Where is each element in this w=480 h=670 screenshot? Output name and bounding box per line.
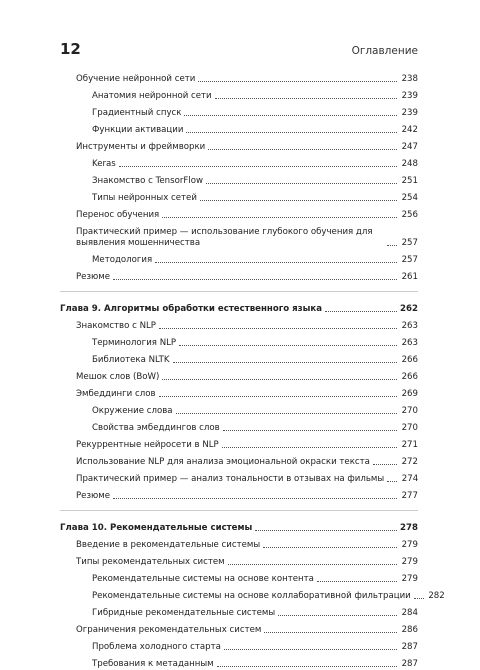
- toc-entry[interactable]: [60, 338, 418, 349]
- toc-entry[interactable]: [60, 372, 418, 383]
- toc-entry-page: 266: [401, 355, 418, 365]
- toc-entry[interactable]: [60, 608, 418, 619]
- toc-entry-page: 261: [401, 272, 418, 282]
- toc-leader-dots: [264, 632, 397, 633]
- toc-leader-dots: [317, 581, 397, 582]
- toc-entry-title: Окружение слова: [92, 406, 173, 416]
- toc-leader-dots: [155, 262, 397, 263]
- toc-entry-page: 257: [401, 255, 418, 265]
- toc-entry-title: Перенос обучения: [76, 210, 160, 220]
- toc-leader-dots: [200, 200, 397, 201]
- toc-entry-title: Типы нейронных сетей: [92, 193, 197, 203]
- toc-leader-dots: [186, 132, 397, 133]
- toc-entry-title: Резюме: [76, 491, 111, 501]
- toc-entry[interactable]: [60, 457, 418, 468]
- toc-entry-page: 272: [401, 457, 418, 467]
- toc-entry-title: Градиентный спуск: [92, 108, 182, 118]
- toc-entry[interactable]: [60, 142, 418, 153]
- toc-entry[interactable]: [60, 227, 418, 249]
- toc-entry-page: 282: [428, 591, 445, 601]
- toc-entry[interactable]: [60, 659, 418, 670]
- toc-chapter-entry[interactable]: [60, 304, 418, 315]
- toc-leader-dots: [263, 547, 397, 548]
- toc-entry-page: 279: [401, 557, 418, 567]
- toc-entry-page: 242: [401, 125, 418, 135]
- toc-leader-dots: [387, 481, 397, 482]
- running-title: Оглавление: [351, 45, 418, 57]
- toc-entry[interactable]: [60, 440, 418, 451]
- toc-leader-dots: [162, 379, 397, 380]
- toc-leader-dots: [113, 498, 397, 499]
- toc-entry-title: Рекуррентные нейросети в NLP: [76, 440, 219, 450]
- toc-entry[interactable]: [60, 210, 418, 221]
- toc-entry-title: Обучение нейронной сети: [76, 74, 196, 84]
- toc-chapter-entry[interactable]: [60, 523, 418, 534]
- toc-entry-page: 251: [401, 176, 418, 186]
- toc-entry[interactable]: [60, 474, 418, 485]
- toc-entry[interactable]: [60, 389, 418, 400]
- toc-leader-dots: [176, 413, 397, 414]
- toc-leader-dots: [325, 311, 397, 312]
- toc-entry-title: Методология: [92, 255, 153, 265]
- page-number: 12: [60, 40, 81, 58]
- toc-entry[interactable]: [60, 193, 418, 204]
- toc-entry-page: 254: [401, 193, 418, 203]
- toc-entry-title: Инструменты и фреймворки: [76, 142, 206, 152]
- toc-entry[interactable]: [60, 91, 418, 102]
- toc-entry[interactable]: [60, 74, 418, 85]
- toc-entry-title: Анатомия нейронной сети: [92, 91, 212, 101]
- toc-leader-dots: [208, 149, 397, 150]
- toc-entry-title: Рекомендательные системы на основе коллаборативной фильтрации: [92, 591, 411, 601]
- toc-leader-dots: [414, 598, 424, 599]
- page-header: [60, 40, 418, 58]
- toc-entry-title: Практический пример — анализ тональности в отзывах на фильмы: [76, 474, 385, 484]
- toc-leader-dots: [228, 564, 397, 565]
- toc-entry-page: 278: [400, 523, 418, 533]
- toc-entry-title: Свойства эмбеддингов слов: [92, 423, 220, 433]
- section-divider: [60, 510, 418, 511]
- toc-entry[interactable]: [60, 176, 418, 187]
- toc-entry[interactable]: [60, 125, 418, 136]
- toc-entry-title: Глава 10. Рекомендательные системы: [60, 523, 253, 533]
- toc-entry-title: Практический пример — использование глубокого обучения для выявления мошенничества: [76, 227, 373, 248]
- toc-entry[interactable]: [60, 159, 418, 170]
- toc-entry-page: 271: [401, 440, 418, 450]
- toc-entry-title: Знакомство с TensorFlow: [92, 176, 203, 186]
- toc-entry-page: 238: [401, 74, 418, 84]
- toc-leader-dots: [373, 464, 397, 465]
- toc-entry-title: Функции активации: [92, 125, 184, 135]
- table-of-contents: [60, 74, 445, 670]
- toc-leader-dots: [119, 166, 397, 167]
- toc-entry-title: Типы рекомендательных систем: [76, 557, 225, 567]
- toc-entry-title: Резюме: [76, 272, 111, 282]
- toc-entry-page: 263: [401, 338, 418, 348]
- toc-entry[interactable]: [60, 272, 418, 283]
- toc-leader-dots: [255, 530, 397, 531]
- toc-entry-title: Ограничения рекомендательных систем: [76, 625, 262, 635]
- toc-leader-dots: [162, 217, 397, 218]
- toc-entry-title: Эмбеддинги слов: [76, 389, 156, 399]
- toc-entry-page: 239: [401, 91, 418, 101]
- toc-entry[interactable]: [60, 642, 418, 653]
- toc-entry[interactable]: [60, 625, 418, 636]
- toc-entry-page: 287: [401, 659, 418, 669]
- toc-entry-page: 274: [401, 474, 419, 484]
- toc-entry-page: 284: [401, 608, 418, 618]
- toc-entry[interactable]: [60, 557, 418, 568]
- toc-entry[interactable]: [60, 355, 418, 366]
- toc-entry-title: Использование NLP для анализа эмоциональной окраски текста: [76, 457, 370, 467]
- toc-entry-page: 263: [401, 321, 418, 331]
- toc-entry-title: Глава 9. Алгоритмы обработки естественного языка: [60, 304, 323, 314]
- section-divider: [60, 291, 418, 292]
- toc-entry-title: Терминология NLP: [92, 338, 177, 348]
- toc-entry-page: 277: [401, 491, 418, 501]
- toc-leader-dots: [198, 81, 397, 82]
- toc-leader-dots: [113, 279, 397, 280]
- toc-leader-dots: [223, 430, 397, 431]
- toc-entry-page: 256: [401, 210, 418, 220]
- toc-entry-title: Требования к метаданным: [92, 659, 214, 669]
- toc-entry[interactable]: [60, 574, 418, 585]
- toc-entry-title: Знакомство с NLP: [76, 321, 156, 331]
- toc-entry-page: 270: [401, 406, 418, 416]
- toc-leader-dots: [278, 615, 397, 616]
- toc-leader-dots: [215, 98, 397, 99]
- toc-entry-title: Введение в рекомендательные системы: [76, 540, 261, 550]
- toc-entry[interactable]: [60, 591, 445, 602]
- toc-leader-dots: [222, 447, 397, 448]
- toc-entry[interactable]: [60, 540, 418, 551]
- toc-leader-dots: [179, 345, 397, 346]
- toc-entry-title: Проблема холодного старта: [92, 642, 221, 652]
- toc-entry-page: 239: [401, 108, 418, 118]
- toc-entry-page: 266: [401, 372, 418, 382]
- toc-entry-page: 269: [401, 389, 418, 399]
- toc-entry-page: 248: [401, 159, 418, 169]
- toc-entry-page: 279: [401, 540, 418, 550]
- toc-leader-dots: [206, 183, 397, 184]
- toc-leader-dots: [387, 245, 397, 246]
- toc-leader-dots: [173, 362, 397, 363]
- toc-entry[interactable]: [60, 406, 418, 417]
- toc-entry-title: Библиотека NLTK: [92, 355, 170, 365]
- toc-entry-title: Keras: [92, 159, 116, 169]
- toc-leader-dots: [184, 115, 397, 116]
- toc-entry-title: Гибридные рекомендательные системы: [92, 608, 276, 618]
- toc-entry[interactable]: [60, 108, 418, 119]
- toc-entry-page: 287: [401, 642, 418, 652]
- toc-leader-dots: [217, 666, 397, 667]
- toc-entry-page: 286: [401, 625, 418, 635]
- toc-entry-page: 270: [401, 423, 418, 433]
- toc-entry-page: 262: [400, 304, 418, 314]
- toc-entry-page: 257: [401, 238, 418, 248]
- toc-entry-title: Рекомендательные системы на основе контента: [92, 574, 314, 584]
- toc-entry[interactable]: [60, 423, 418, 434]
- toc-entry-title: Мешок слов (BoW): [76, 372, 160, 382]
- toc-entry-page: 247: [401, 142, 418, 152]
- toc-entry[interactable]: [60, 491, 418, 502]
- toc-leader-dots: [159, 396, 397, 397]
- toc-leader-dots: [159, 328, 397, 329]
- toc-entry-page: 279: [401, 574, 418, 584]
- toc-entry[interactable]: [60, 321, 418, 332]
- toc-entry[interactable]: [60, 255, 418, 266]
